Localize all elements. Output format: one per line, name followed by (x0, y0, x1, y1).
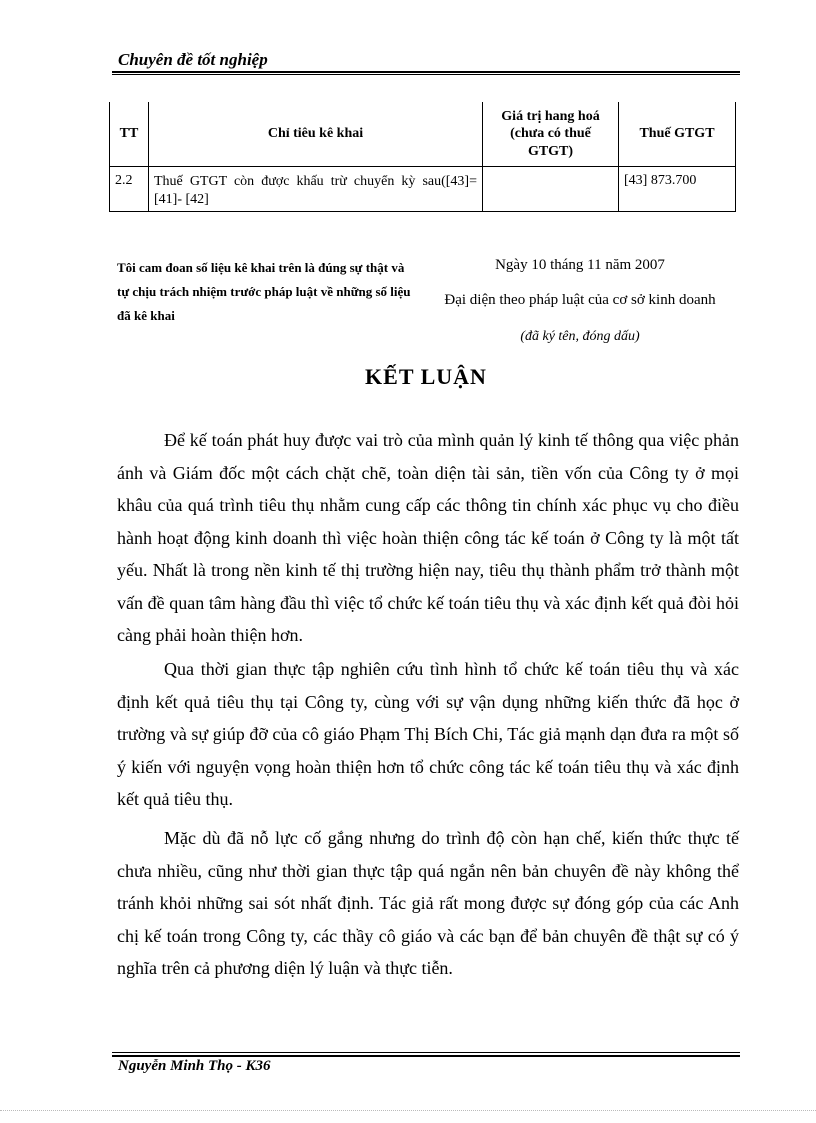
legal-representative: Đại diện theo pháp luật của cơ sở kinh doanh (444, 292, 716, 308)
conclusion-paragraph-3: Mặc dù đã nỗ lực cố gắng nhưng do trình độ còn hạn chế, kiến thức thực tế chưa nhiều, cũng như thời gian thực tập quá ngắn nên bản chuyên đề này không thể tránh khỏi những sai sót nhất định. Tác giả rất mong được sự đóng góp của các Anh chị kế toán trong Công ty, các thầy cô giáo và các bạn để bản chuyên đề thật sự có ý nghĩa trên cả phương diện lý luận và thực tiễn. (117, 828, 739, 978)
table-header-row (110, 102, 736, 167)
col-header-goods-value: Giá trị hang hoá (chưa có thuế GTGT) (483, 102, 619, 167)
pledge-statement: Tôi cam đoan số liệu kê khai trên là đúng sự thật và tự chịu trách nhiệm trước pháp luật về những số liệu đã kê khai (117, 260, 411, 323)
footer-rule (112, 1055, 740, 1057)
conclusion-title: KẾT LUẬN (365, 364, 487, 389)
declaration-table (109, 102, 736, 212)
header-rule (112, 71, 740, 73)
declaration-date: Ngày 10 tháng 11 năm 2007 (495, 257, 665, 273)
page-edge (0, 1110, 816, 1111)
header-title: Chuyên đề tốt nghiệp (118, 50, 268, 69)
conclusion-paragraph-2: Qua thời gian thực tập nghiên cứu tình hình tổ chức kế toán tiêu thụ và xác định kết quả tiêu thụ tại Công ty, cùng với sự vận dụng những kiến thức đã học ở trường và sự giúp đỡ của cô giáo Phạm Thị Bích Chi, Tác giả mạnh dạn đưa ra một số ý kiến với nguyện vọng hoàn thiện hơn tổ chức công tác kế toán tiêu thụ và xác định kết quả tiêu thụ. (117, 659, 739, 809)
col-header-indicator: Chỉ tiêu kê khai (149, 102, 483, 167)
cell-goods-value (483, 167, 619, 212)
header-rule-thin (112, 74, 740, 75)
col-header-vat: Thuế GTGT (619, 102, 736, 167)
cell-indicator: Thuế GTGT còn được khấu trừ chuyển kỳ sau([43]= [41]- [42] (149, 167, 483, 212)
cell-vat: [43] 873.700 (619, 167, 736, 212)
cell-tt: 2.2 (110, 167, 149, 212)
footer-author: Nguyễn Minh Thọ - K36 (118, 1058, 271, 1074)
footer-rule-thin (112, 1052, 740, 1053)
signed-note: (đã ký tên, đóng dấu) (520, 329, 640, 344)
col-header-tt: TT (110, 102, 149, 167)
conclusion-paragraph-1: Để kế toán phát huy được vai trò của mình quản lý kinh tế thông qua việc phản ánh và Giám đốc một cách chặt chẽ, toàn diện tài sản, tiền vốn của Công ty ở mọi khâu của quá trình tiêu thụ nhằm cung cấp các thông tin chính xác phục vụ cho điều hành hoạt động kinh doanh thì việc hoàn thiện công tác kế toán ở Công ty là một tất yếu. Nhất là trong nền kinh tế thị trường hiện nay, tiêu thụ thành phẩm trở thành một vấn đề quan tâm hàng đầu thì việc tổ chức kế toán tiêu thụ và xác định kết quả đòi hỏi càng phải hoàn thiện hơn. (117, 430, 739, 645)
table-row (110, 167, 736, 212)
